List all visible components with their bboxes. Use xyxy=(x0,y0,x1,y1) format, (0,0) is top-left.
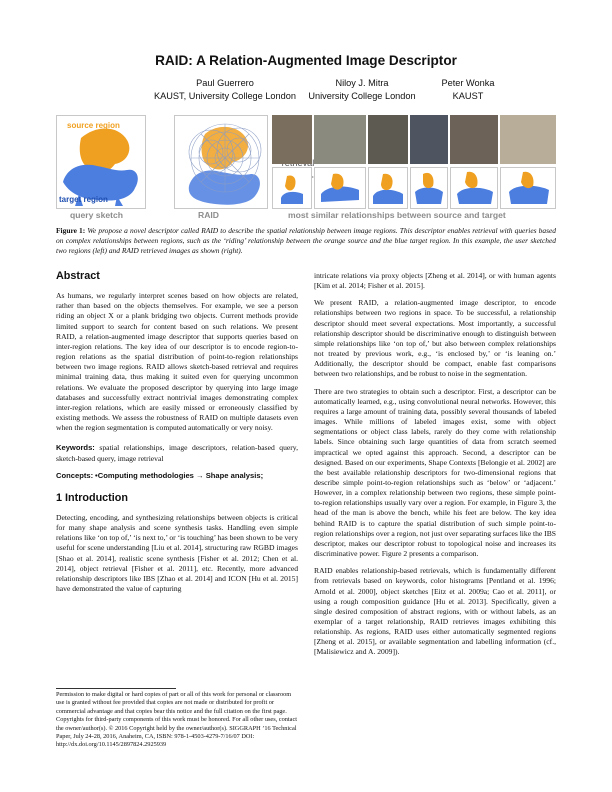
result-mask xyxy=(450,167,498,209)
label-raid: RAID xyxy=(198,210,220,220)
raid-visualization-panel xyxy=(174,115,268,209)
author-affiliation: KAUST, University College London xyxy=(154,90,296,101)
author-affiliation: KAUST xyxy=(452,90,484,101)
raid-diagram xyxy=(175,116,267,208)
result-mask xyxy=(410,167,448,209)
section-heading: 1 Introduction xyxy=(56,491,128,504)
keywords xyxy=(56,443,298,463)
result-image xyxy=(314,115,366,164)
section-heading: Abstract xyxy=(56,270,100,282)
concepts-text: •Computing methodologies → Shape analysis; xyxy=(95,470,264,480)
concepts xyxy=(56,471,298,481)
result-mask xyxy=(314,167,366,209)
caption-prefix: Figure 1: xyxy=(56,226,86,235)
paragraph: intricate relations via proxy objects [Zheng et al. 2014], or with human agents [Kim et al. 2014; Fisher et al. 2015]. xyxy=(314,271,556,291)
intro-text: Detecting, encoding, and synthesizing relationships between objects is critical for many shape analysis and scene synthesis tasks. Handling even simple relations like ‘on top of,’ ‘is next to,’ or ‘is touching’ has been shown to be very useful for scene understanding [Liu et al. 2014], structuring raw RGBD images [Shao et al. 2014], realistic scene synthesis [Fisher et al. 2012; Chen et al. 2014], object retrieval [Fisher et al. 2011], etc. Recently, more advanced relationship descriptors like IBS [Zhao et al. 2014] and ICON [Hu et al. 2015] have demonstrated the value of capturing xyxy=(56,512,298,594)
paper-title: RAID: A Relation-Augmented Image Descriptor xyxy=(155,53,457,68)
footnote-divider xyxy=(56,688,176,689)
author-name: Paul Guerrero xyxy=(196,78,254,88)
result-image xyxy=(410,115,448,164)
copyright-footnote: Permission to make digital or hard copies of part or all of this work for personal or classroom use is granted without fee provided that copies are not made or distributed for profit or commercial advantage and that copies bear this notice and the full citation on the first page. Copyrights for third-party components of this work must be honored. For all other uses, contact the owner/author(s). © 2016 Copyright held by the owner/author(s). SIGGRAPH ’16 Technical Paper, July 24-28, 2016, Anaheim, CA, ISBN: 978-1-4503-4279-7/16/07 DOI: http://dx.doi.org/10.1145/2897824.2925939 xyxy=(56,691,297,749)
author-name: Niloy J. Mitra xyxy=(335,78,389,88)
keywords-text: spatial relationships, image descriptors, relation-based query, sketch-based query, image retrieval xyxy=(56,443,298,463)
result-image xyxy=(272,115,312,164)
author-name: Peter Wonka xyxy=(441,78,495,88)
result-image xyxy=(450,115,498,164)
source-region-label: source region xyxy=(67,121,120,130)
paragraph: There are two strategies to obtain such a descriptor. First, a descriptor can be automatically learned, e.g., using convolutional neural networks. However, this requires a large amount of training data, possibly several thousands of labeled images. While millions of labeled images exist, some with object segmentations or object class labels, rarely do they come with relationship labels. Since obtaining such large quantities of data from scratch seemed impractical we opted against this approach. Second, a descriptor can be designed. Based on our experiments, Shape Contexts [Belongie et al. 2002] are the best available relationship descriptors for two-dimensional regions that describe simple point-to-region relationships such as ‘below’ or ‘adjacent.’ However, in a complex relationship between two regions, these simple point-to-region relationships usually vary over a region. For example, in Figure 3, the head of the man is above the bench, while his feet are below. The key idea behind RAID is to capture the spatial distribution of such simple point-to-region relationships over a region, not just over separating surfaces like the IBS descriptor, makes our descriptor robust to topological noise and increases its discriminative power. Figure 2 presents a comparison. xyxy=(314,386,556,559)
keywords-label: Keywords: xyxy=(56,443,95,453)
caption-text: We propose a novel descriptor called RAID to describe the spatial relationship between image regions. This descriptor enables retrieval with queries based on complex relationships between regions, such as the ‘riding’ relationship between the orange source and the blue target region. In this example, the user sketched two regions (left) and RAID retrieved images as shown (right). xyxy=(56,226,556,255)
author-block xyxy=(418,77,518,102)
result-image xyxy=(500,115,556,164)
figure-caption xyxy=(56,226,556,256)
author-block xyxy=(150,77,300,102)
result-mask xyxy=(272,167,312,209)
result-mask xyxy=(500,167,556,209)
abstract-text: As humans, we regularly interpret scenes based on how objects are related, rather than based on the objects themselves. For example, we see a person riding an object X or a plank bridging two objects. Current methods provide limited support to search for content based on such relations. We present RAID, a relation-augmented image descriptor that supports queries based on inter-region relations. The key idea of our descriptor is to encode region-to-region relations as the spatial distribution of point-to-region relationships between two image regions. RAID allows sketch-based retrieval and requires minimal training data, thus making it suited even for querying uncommon relations. We evaluate the proposed descriptor by querying into large image databases and successfully extract nontrivial images demonstrating complex inter-region relations, which are easily missed or erroneously classified by existing methods. We assess the robustness of RAID on multiple datasets even when the region segmentation is computed automatically or very noisy. xyxy=(56,291,298,433)
left-column xyxy=(56,271,298,601)
result-image xyxy=(368,115,408,164)
author-block xyxy=(292,77,432,102)
query-sketch-panel xyxy=(56,115,146,209)
concepts-label: Concepts: xyxy=(56,470,94,480)
target-region-label: target region xyxy=(59,195,108,204)
label-results: most similar relationships between source and target xyxy=(288,210,506,220)
result-mask xyxy=(368,167,408,209)
sketch-drawing xyxy=(57,116,145,208)
retrieval-results xyxy=(272,115,556,207)
author-affiliation: University College London xyxy=(308,90,416,101)
teaser-figure xyxy=(56,115,556,222)
paragraph: RAID enables relationship-based retrievals, which is fundamentally different from retrievals based on keywords, color histograms [Pentland et al. 1996; Arnold et al. 2000], object sketches [Eitz et al. 2009a; Cao et al. 2011], or using a rough composition guidance [Hu et al. 2013]. Specifically, given a single desired composition of abstract regions, with or without labels, as an exemplar of a target relationship, RAID retrieves images exhibiting this relationship. As regions, RAID uses either automatically segmented regions [Zheng et al. 2015], or available segmentation and labelling information (cf., [Malisiewicz and A. 2009]). xyxy=(314,566,556,657)
right-column xyxy=(314,271,556,665)
label-query-sketch: query sketch xyxy=(70,210,124,220)
paragraph: We present RAID, a relation-augmented image descriptor, to encode relationships between two regions in space. To be successful, a relationship descriptor should meet several expectations. Most importantly, a successful relationship descriptor should be discriminative enough to distinguish between simple relationships like ‘on top of,’ but also between complex relationships not treated by previous work, e.g., ‘is enclosed by,’ or ‘is leaning on.’ Additionally, the descriptor should be compact, enable fast comparisons between two relationships, and be robust to noise in the segmentation. xyxy=(314,298,556,379)
